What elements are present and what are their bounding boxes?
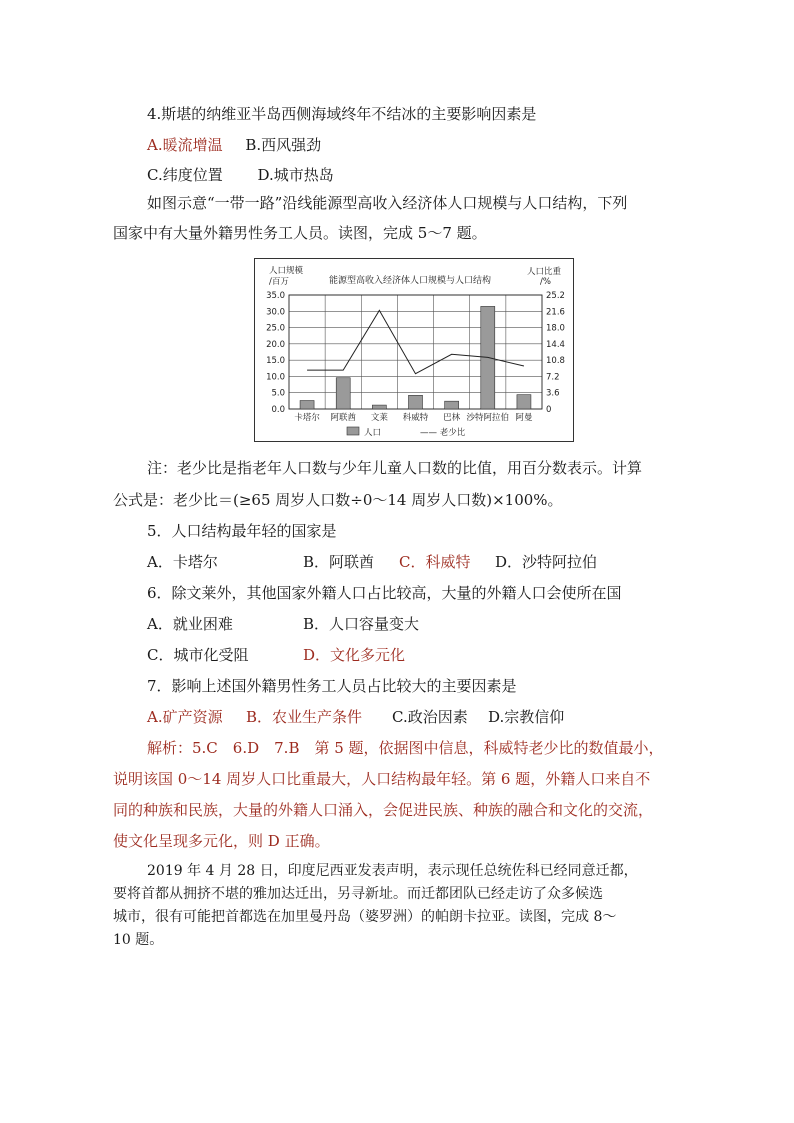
chart-title: 能源型高收入经济体人口规模与人口结构 <box>329 276 492 286</box>
right-axis-label-1: 人口比重 <box>527 267 562 277</box>
analysis-line-2: 说明该国 0～14 周岁人口比重最大，人口结构最年轻。第 6 题，外籍人口来自不 <box>113 770 651 788</box>
population-bar <box>517 395 531 409</box>
analysis-line-1: 解析：5.C 6.D 7.B 第 5 题，依据图中信息，科威特老少比的数值最小， <box>147 739 664 757</box>
right-tick-label: 21.6 <box>546 307 565 318</box>
q7-stem: 7．影响上述国外籍男性务工人员占比较大的主要因素是 <box>147 677 517 695</box>
population-chart <box>254 258 574 442</box>
right-tick-label: 10.8 <box>546 356 565 367</box>
left-tick-label: 15.0 <box>266 356 285 367</box>
passage-line-1: 2019 年 4 月 28 日，印度尼西亚发表声明，表示现任总统佐科已经同意迁都， <box>147 863 638 879</box>
axes <box>289 295 542 409</box>
q6-option-c: C．城市化受阻 <box>147 646 249 664</box>
q7-options <box>147 707 564 727</box>
right-tick-label: 14.4 <box>546 339 565 350</box>
q6-options-row2 <box>147 645 405 665</box>
legend-bar-swatch <box>347 427 359 435</box>
q6-option-b: B．人口容量变大 <box>303 615 420 633</box>
q7-option-d: D.宗教信仰 <box>488 708 565 726</box>
category-label: 巴林 <box>443 413 461 423</box>
q6-options-row1 <box>147 614 419 634</box>
gridlines <box>289 295 542 409</box>
q4-option-d: D.城市热岛 <box>257 166 334 184</box>
q7-option-b: B．农业生产条件 <box>246 708 363 726</box>
population-bars <box>300 306 531 409</box>
population-bar <box>445 401 459 409</box>
intro-line-1: 如图示意“一带一路”沿线能源型高收入经济体人口规模与人口结构，下列 <box>147 194 628 212</box>
q5-option-a: A．卡塔尔 <box>147 553 218 571</box>
q6-option-d: D．文化多元化 <box>303 646 406 664</box>
legend-line-label: —— 老少比 <box>420 428 466 438</box>
q4-option-c: C.纬度位置 <box>147 166 223 184</box>
q6-option-a: A．就业困难 <box>147 615 233 633</box>
right-tick-label: 0 <box>546 405 552 415</box>
q5-options <box>147 552 597 572</box>
q5-stem: 5．人口结构最年轻的国家是 <box>147 522 337 540</box>
right-tick-label: 3.6 <box>546 388 560 399</box>
q4-options-row2 <box>147 165 334 185</box>
chart-legend <box>347 427 466 438</box>
left-tick-label: 20.0 <box>266 339 285 350</box>
left-tick-label: 5.0 <box>271 388 285 399</box>
passage-line-3: 城市，很有可能把首都选在加里曼丹岛（婆罗洲）的帕朗卡拉亚。读图，完成 8～ <box>113 909 617 925</box>
category-label: 科威特 <box>402 413 429 423</box>
population-bar <box>409 395 423 409</box>
left-axis-label-2: /百万 <box>269 277 289 287</box>
category-label: 文莱 <box>370 413 388 423</box>
passage-line-4: 10 题。 <box>113 932 164 948</box>
left-tick-label: 10.0 <box>266 372 285 383</box>
analysis-line-4: 使文化呈现多元化，则 D 正确。 <box>113 832 330 850</box>
right-tick-label: 7.2 <box>546 372 560 383</box>
q4-option-a: A.暖流增温 <box>147 136 223 154</box>
population-bar <box>336 378 350 409</box>
chart-svg <box>255 259 573 441</box>
left-axis-label-1: 人口规模 <box>269 266 304 276</box>
q6-stem: 6．除文莱外，其他国家外籍人口占比较高，大量的外籍人口会使所在国 <box>147 584 622 602</box>
right-tick-label: 25.2 <box>546 291 565 301</box>
left-tick-label: 35.0 <box>266 291 285 301</box>
q5-option-c: C．科威特 <box>399 553 471 571</box>
population-bar <box>300 401 314 409</box>
q5-option-b: B．阿联酋 <box>303 553 375 571</box>
intro-line-2: 国家中有大量外籍男性务工人员。读图，完成 5～7 题。 <box>113 224 487 242</box>
category-label: 阿联酋 <box>330 413 356 423</box>
left-tick-label: 25.0 <box>266 323 285 334</box>
population-bar <box>372 405 386 409</box>
note-line-2: 公式是：老少比＝(≥65 周岁人口数÷0～14 周岁人口数)×100%。 <box>113 491 563 509</box>
q5-option-d: D．沙特阿拉伯 <box>495 553 598 571</box>
q7-option-a: A.矿产资源 <box>147 708 223 726</box>
category-label: 沙特阿拉伯 <box>466 413 510 423</box>
q4-stem: 4.斯堪的纳维亚半岛西侧海域终年不结冰的主要影响因素是 <box>147 105 537 123</box>
left-tick-label: 30.0 <box>266 307 285 318</box>
q4-options-row1 <box>147 135 321 155</box>
analysis-line-3: 同的种族和民族，大量的外籍人口涌入，会促进民族、种族的融合和文化的交流， <box>113 801 654 819</box>
note-line-1: 注：老少比是指老年人口数与少年儿童人口数的比值，用百分数表示。计算 <box>147 459 643 477</box>
right-tick-label: 18.0 <box>546 323 565 334</box>
left-tick-label: 0.0 <box>271 405 285 415</box>
right-axis-label-2: /% <box>540 277 551 287</box>
q7-option-c: C.政治因素 <box>392 708 468 726</box>
passage-line-2: 要将首都从拥挤不堪的雅加达迁出，另寻新址。而迁都团队已经走访了众多候选 <box>113 886 603 902</box>
legend-bar-label: 人口 <box>364 428 382 438</box>
plot-frame <box>289 295 542 409</box>
category-label: 卡塔尔 <box>294 413 320 423</box>
q4-option-b: B.西风强劲 <box>245 136 322 154</box>
category-label: 阿曼 <box>515 413 533 423</box>
